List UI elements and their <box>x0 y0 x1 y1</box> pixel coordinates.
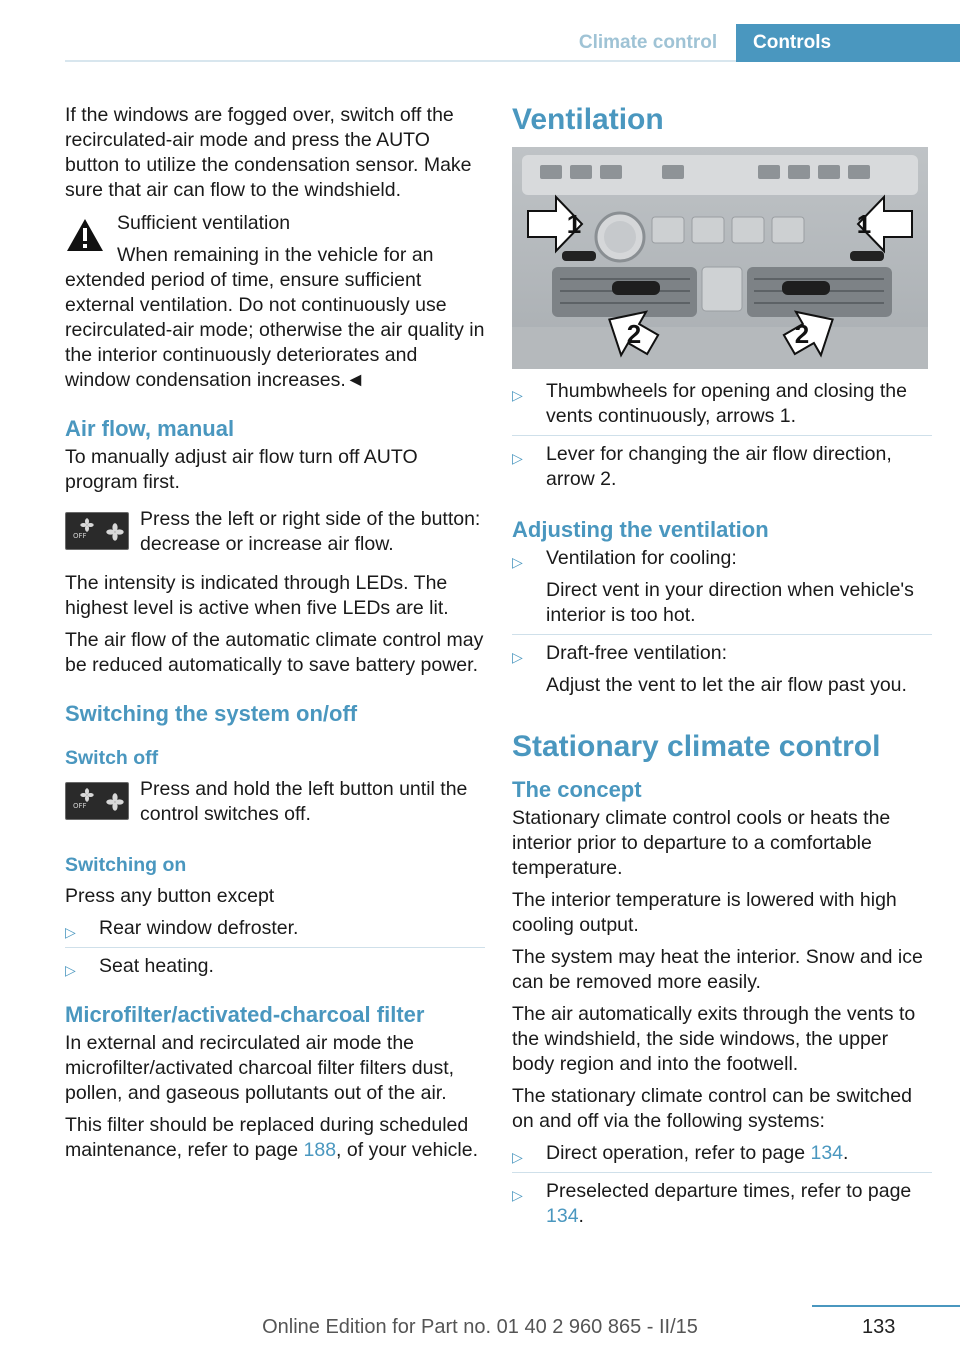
header-section-title: Climate control <box>578 32 718 53</box>
list-item: ▷ Seat heating. <box>65 954 485 985</box>
heading-ventilation: Ventilation <box>512 103 664 136</box>
triangle-bullet-icon: ▷ <box>65 924 76 940</box>
list-item: ▷ Ventilation for cooling: Direct vent in your direction when vehicle's interior is too hot. <box>512 546 932 635</box>
paragraph-reduced: The air flow of the automatic climate control may be reduced automatically to save battery power. <box>65 629 484 676</box>
vent-photo <box>512 147 928 369</box>
heading-adjusting: Adjusting the ventilation <box>512 517 769 542</box>
paragraph-concept-4: The air automatically exits through the vents to the windshield, the side windows, the upper body region and into the footwell. <box>512 1003 916 1075</box>
heading-air-flow-manual: Air flow, manual <box>65 416 235 441</box>
airflow-button-text: Press the left or right side of the button: decrease or increase air flow. <box>140 508 481 555</box>
paragraph-fogged: If the windows are fogged over, switch off the recirculated-air mode and press the AUTO button to utilize the condensation sensor. Make sure that air can flow to the windshield. <box>65 104 472 201</box>
button-off-label: OFF <box>73 532 87 540</box>
vent-list <box>512 379 932 498</box>
except-list <box>65 916 485 985</box>
paragraph-airflow: To manually adjust air flow turn off AUTO program first. <box>65 446 418 493</box>
page-number-rule <box>812 1305 960 1307</box>
triangle-bullet-icon: ▷ <box>512 450 523 466</box>
switchoff-button-image <box>65 782 129 820</box>
paragraph-press-any: Press any button except <box>65 885 275 907</box>
warning-body: When remaining in the vehicle for an extended period of time, ensure sufficient external ventilation. Do not continuously use recirculated-air mode; otherwise the air quality in the interior continuously deteriorates and window condensation increases.◄ <box>65 244 485 391</box>
page-link-134[interactable]: 134 <box>546 1205 579 1227</box>
triangle-bullet-icon: ▷ <box>512 1149 523 1165</box>
page-link-188[interactable]: 188 <box>303 1139 337 1161</box>
right-column <box>512 103 932 1241</box>
paragraph-concept-3: The system may heat the interior. Snow and ice can be removed more easily. <box>512 946 923 993</box>
fan-small-icon <box>80 518 94 532</box>
page-number: 133 <box>862 1316 896 1338</box>
adjust-list <box>512 546 932 704</box>
fan-large-icon <box>106 793 124 811</box>
paragraph-concept-2: The interior temperature is lowered with high cooling output. <box>512 889 897 936</box>
list-item: ▷ Direct operation, refer to page 134. <box>512 1141 932 1173</box>
list-item: ▷ Draft-free ventilation: Adjust the vent to let the air flow past you. <box>512 642 907 696</box>
photo-label-1-left: 1 <box>566 209 582 239</box>
switchoff-button-row <box>65 777 485 827</box>
paragraph-concept-5: The stationary climate control can be switched on and off via the following systems: <box>512 1085 912 1132</box>
heading-switching: Switching the system on/off <box>65 701 358 726</box>
heading-concept: The concept <box>512 777 642 802</box>
triangle-bullet-icon: ▷ <box>512 387 523 403</box>
triangle-bullet-icon: ▷ <box>512 649 523 665</box>
paragraph-intensity: The intensity is indicated through LEDs. The highest level is active when five LEDs are lit. <box>65 572 449 619</box>
systems-list <box>512 1141 932 1235</box>
triangle-bullet-icon: ▷ <box>512 554 523 570</box>
warning-triangle-icon <box>65 217 105 253</box>
fan-large-icon <box>106 523 124 541</box>
paragraph-filter: In external and recirculated air mode the microfilter/activated charcoal filter filters dust, pollen, and gaseous pollutants out of the air. <box>65 1032 455 1104</box>
list-item: ▷ Rear window defroster. <box>65 916 485 948</box>
warning-title: Sufficient ventilation <box>117 212 291 234</box>
triangle-bullet-icon: ▷ <box>512 1187 523 1203</box>
airflow-button-row <box>65 507 485 557</box>
switchoff-button-text: Press and hold the left button until the control switches off. <box>140 778 468 825</box>
heading-switch-off: Switch off <box>65 747 159 769</box>
page-link-134[interactable]: 134 <box>810 1142 844 1164</box>
heading-filter: Microfilter/activated-charcoal filter <box>65 1002 425 1027</box>
heading-stationary: Stationary climate control <box>512 730 881 763</box>
paragraph-replace: This filter should be replaced during scheduled maintenance, refer to page 188, of your vehicle. <box>65 1114 479 1161</box>
photo-label-1-right: 1 <box>856 209 872 239</box>
list-item: ▷ Preselected departure times, refer to page 134. <box>512 1180 912 1227</box>
left-column <box>65 103 485 1170</box>
paragraph-concept-1: Stationary climate control cools or heats the interior prior to departure to a comfortable temperature. <box>512 807 891 879</box>
photo-label-2-left: 2 <box>626 319 642 349</box>
button-off-label: OFF <box>73 802 87 810</box>
header-chapter-tab: Controls <box>736 24 960 62</box>
list-item: ▷ Thumbwheels for opening and closing the vents continuously, arrows 1. <box>512 379 932 436</box>
footer-edition: Online Edition for Part no. 01 40 2 960 865 - II/15 <box>262 1316 698 1338</box>
photo-label-2-right: 2 <box>794 319 810 349</box>
warning-block <box>65 211 485 393</box>
fan-small-icon <box>80 788 94 802</box>
list-item: ▷ Lever for changing the air flow direction, arrow 2. <box>512 443 892 490</box>
triangle-bullet-icon: ▷ <box>65 962 76 978</box>
airflow-button-image <box>65 512 129 550</box>
heading-switching-on: Switching on <box>65 854 187 876</box>
